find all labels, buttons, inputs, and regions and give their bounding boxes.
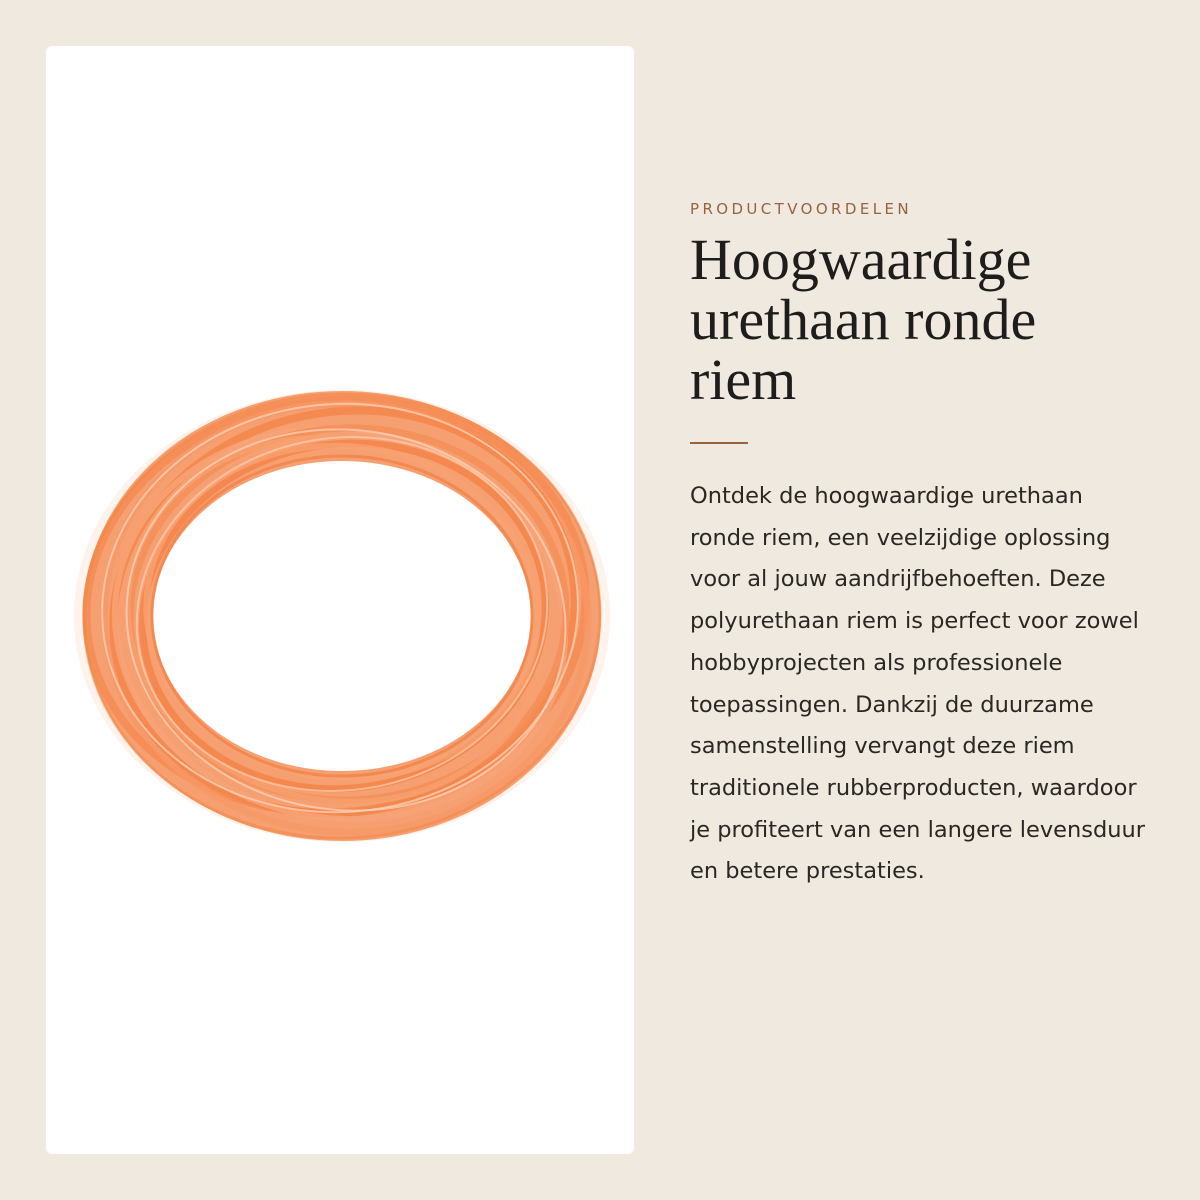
accent-divider	[690, 442, 748, 444]
section-eyebrow: PRODUCTVOORDELEN	[690, 200, 912, 218]
product-benefits-section	[690, 200, 1160, 893]
section-title: Hoogwaardige urethaan ronde riem	[690, 227, 1037, 412]
product-image-card	[46, 46, 634, 1154]
section-description: Ontdek de hoogwaardige urethaan ronde riem, een veelzijdige oplossing voor al jouw aandrijfbehoeften. Deze polyurethaan riem is perfect voor zowel hobbyprojecten als professionele toepassingen. Dankzij de duurzame samenstelling vervangt deze riem traditionele rubberproducten, waardoor je profiteert van een langere levensduur en betere prestaties.	[690, 483, 1146, 885]
belt-coil-image	[46, 46, 634, 1154]
